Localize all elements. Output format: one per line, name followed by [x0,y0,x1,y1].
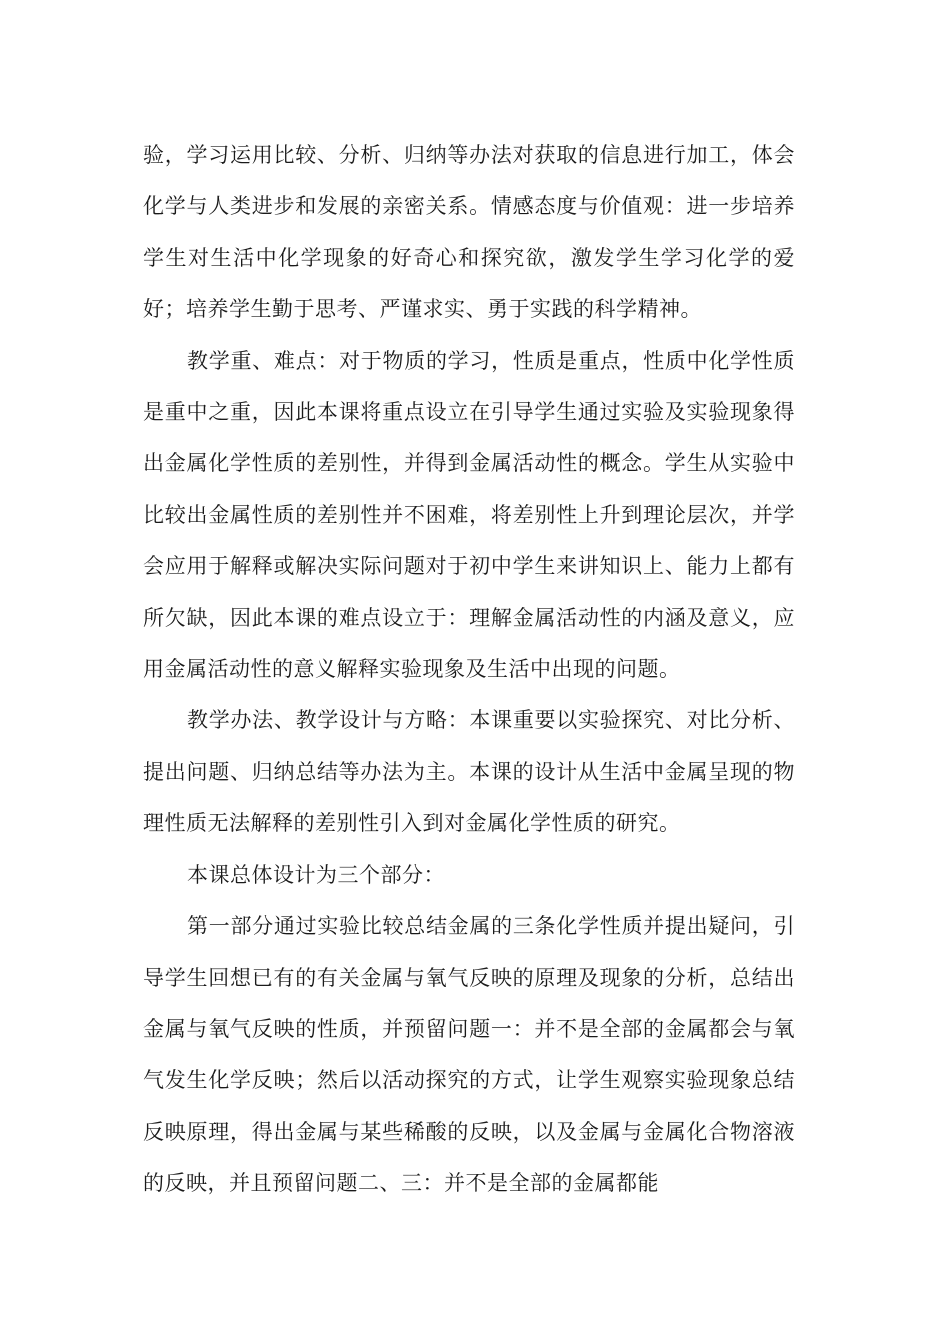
document-page [143,130,795,1210]
paragraph-key-difficult-points: 教学重、难点：对于物质的学习，性质是重点，性质中化学性质是重中之重，因此本课将重点设立在引导学生通过实验及实验现象得出金属化学性质的差别性，并得到金属活动性的概念。学生从实验中比较出金属性质的差别性并不困难，将差别性上升到理论层次，并学会应用于解释或解决实际问题对于初中学生来讲知识上、能力上都有所欠缺，因此本课的难点设立于：理解金属活动性的内涵及意义，应用金属活动性的意义解释实验现象及生活中出现的问题。 [143,348,795,682]
paragraph-teaching-methods: 教学办法、教学设计与方略：本课重要以实验探究、对比分析、提出问题、归纳总结等办法为主。本课的设计从生活中金属呈现的物理性质无法解释的差别性引入到对金属化学性质的研究。 [143,708,795,836]
paragraph-part-one: 第一部分通过实验比较总结金属的三条化学性质并提出疑问，引导学生回想已有的有关金属与氧气反映的原理及现象的分析，总结出金属与氧气反映的性质，并预留问题一：并不是全部的金属都会与氧气发生化学反映；然后以活动探究的方式，让学生观察实验现象总结反映原理，得出金属与某些稀酸的反映，以及金属与金属化合物溶液的反映，并且预留问题二、三：并不是全部的金属都能 [143,914,795,1196]
paragraph-overall-design: 本课总体设计为三个部分： [187,862,445,887]
paragraph-objectives-continued: 验，学习运用比较、分析、归纳等办法对获取的信息进行加工，体会化学与人类进步和发展的亲密关系。情感态度与价值观：进一步培养学生对生活中化学现象的好奇心和探究欲，激发学生学习化学的爱好；培养学生勤于思考、严谨求实、勇于实践的科学精神。 [143,143,795,322]
